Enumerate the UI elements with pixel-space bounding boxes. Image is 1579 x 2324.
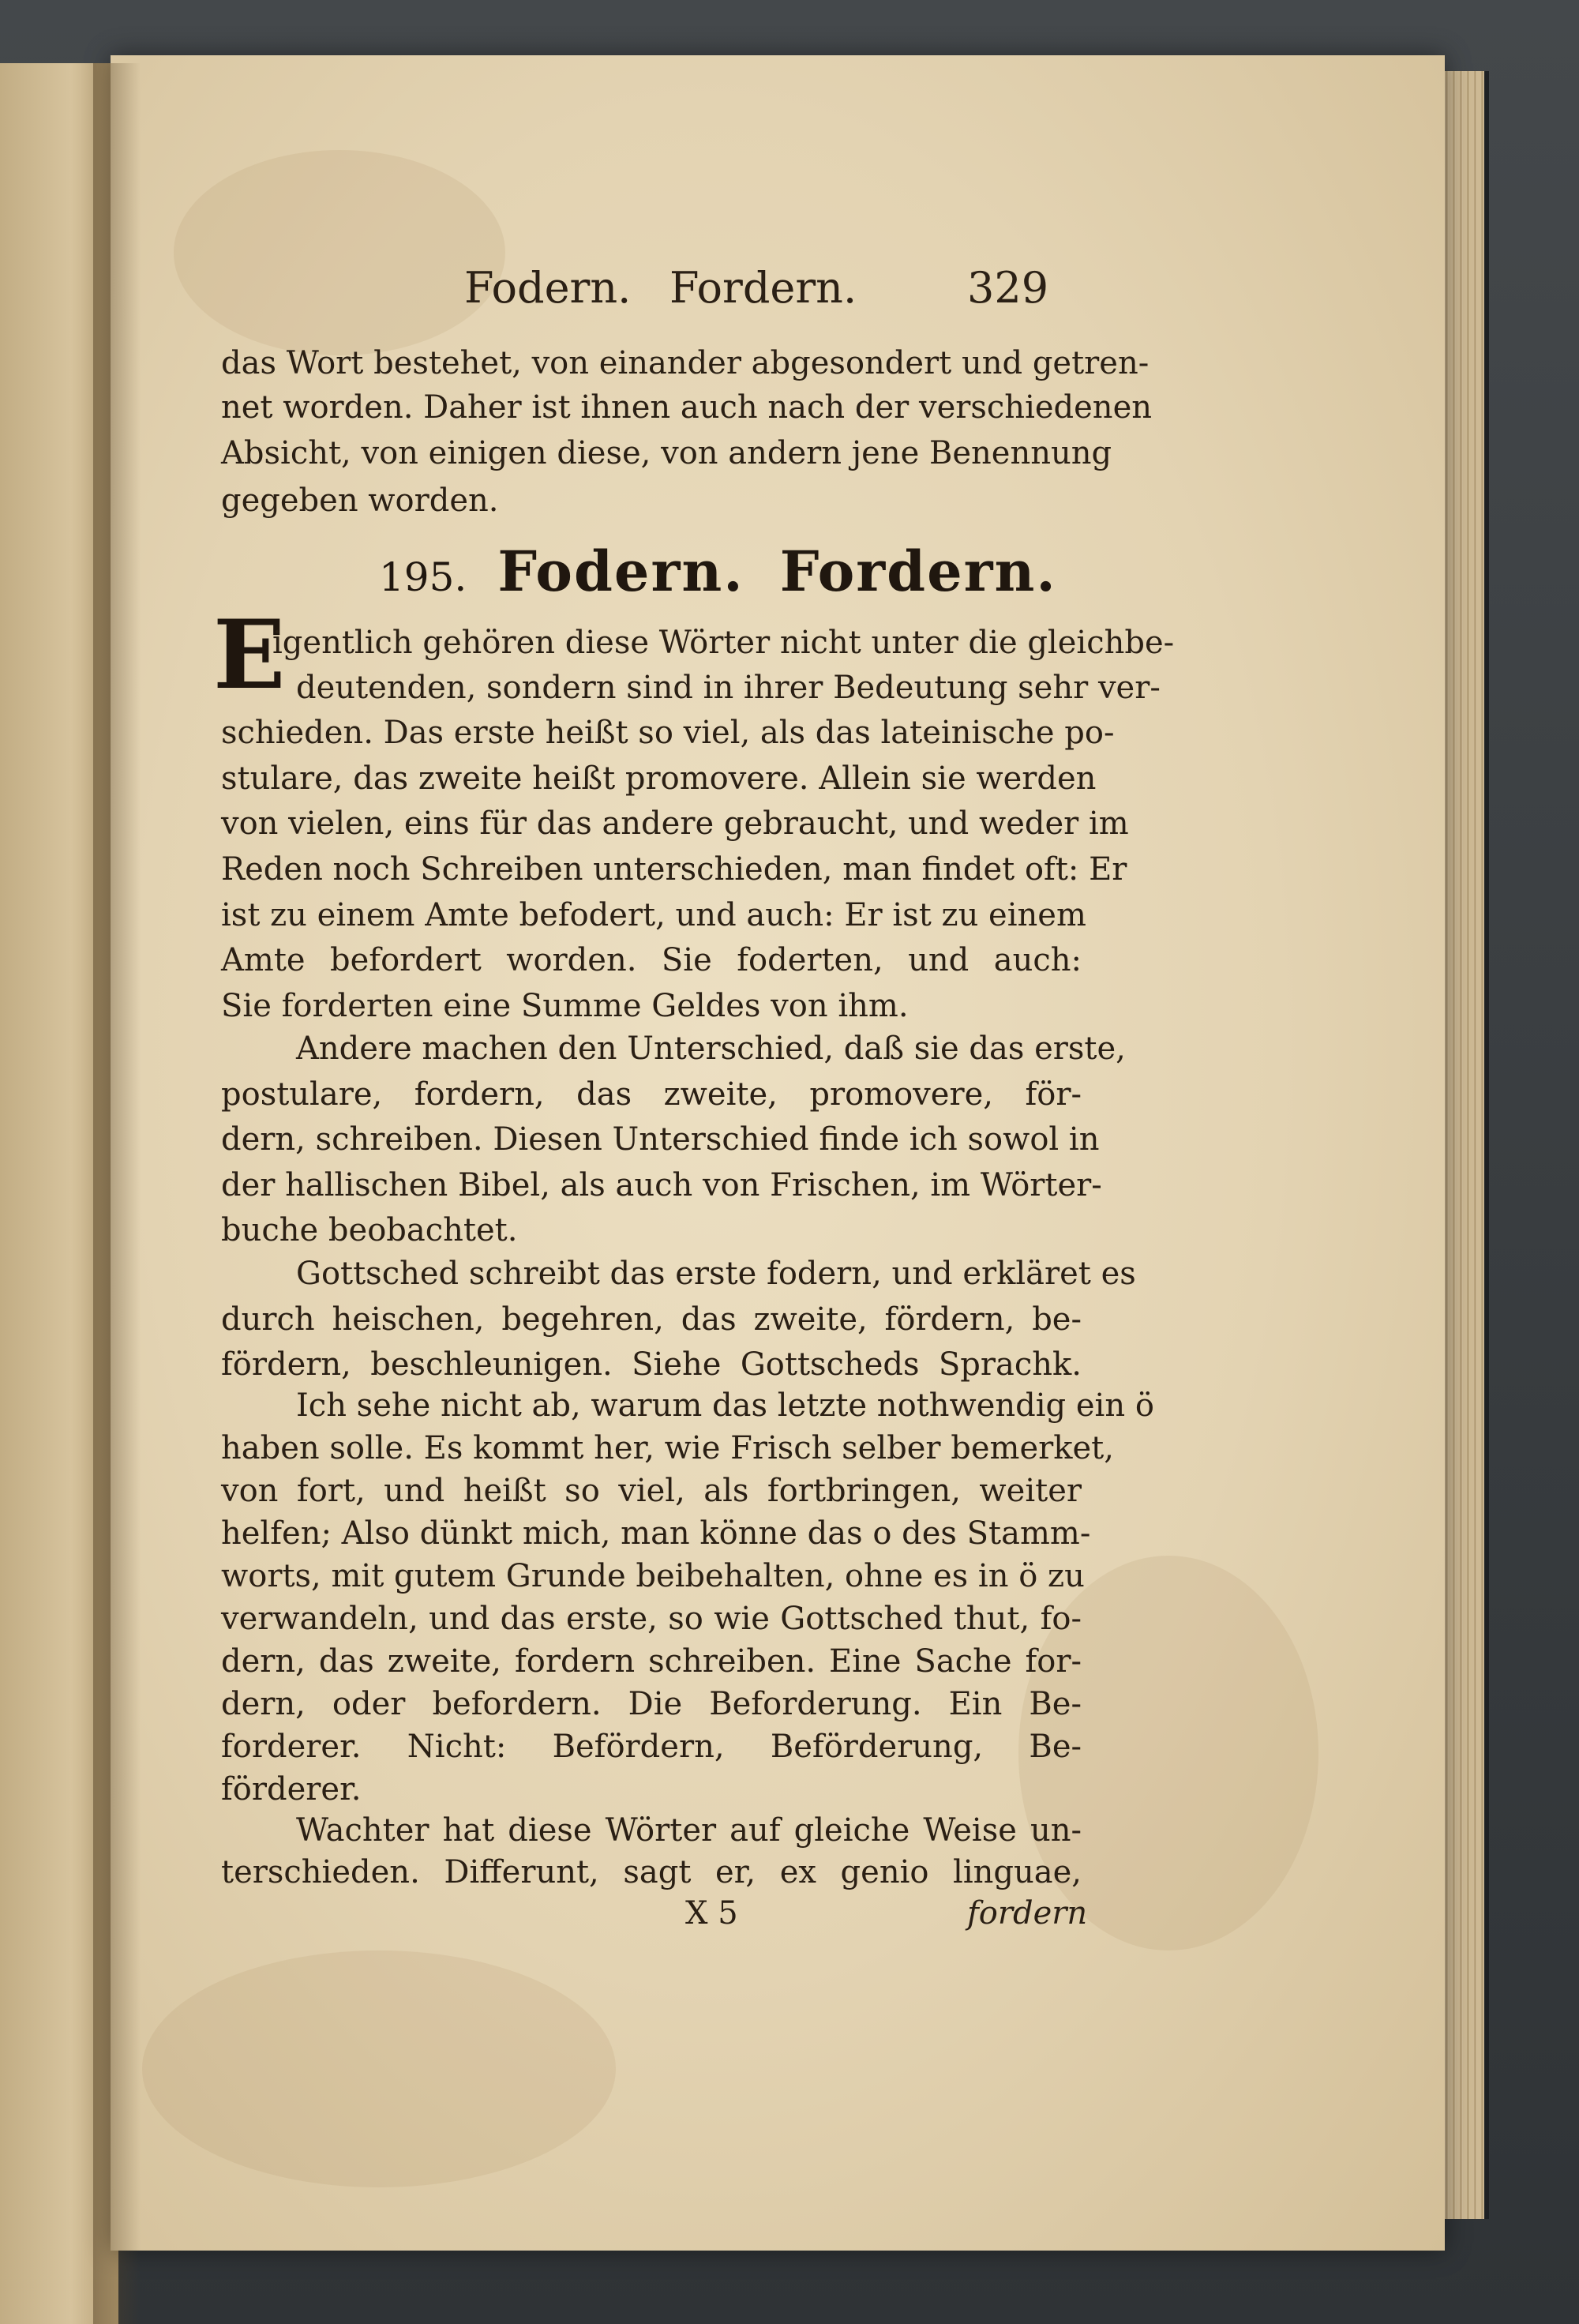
text-line: dern, oder befordern. Die Beforderung. Ein Be- (221, 1686, 1082, 1722)
text-line: das Wort bestehet, von einander abgesondert und getren- (221, 345, 1150, 381)
signature-mark: X 5 (685, 1895, 738, 1932)
text-line: fördern, beschleunigen. Siehe Gottscheds Sprachk. (221, 1346, 1082, 1383)
text-line: Sie forderten eine Summe Geldes von ihm. (221, 988, 909, 1024)
text-line: Reden noch Schreiben unterschieden, man findet oft: Er (221, 851, 1127, 888)
text-line: buche beobachtet. (221, 1212, 518, 1248)
text-line: helfen; Also dünkt mich, man könne das o des Stamm- (221, 1515, 1091, 1552)
text-line: Wachter hat diese Wörter auf gleiche Weise un- (296, 1812, 1082, 1849)
text-line: terschieden. Differunt, sagt er, ex genio linguae, (221, 1854, 1082, 1890)
text-line: von fort, und heißt so viel, als fortbringen, weiter (221, 1473, 1082, 1509)
page-footer (0, 1895, 1579, 1943)
section-title-fordern: Fordern. (779, 539, 1057, 604)
text-line: verwandeln, und das erste, so wie Gottsched thut, fo- (221, 1601, 1082, 1637)
text-line: worts, mit gutem Grunde beibehalten, ohne es in ö zu (221, 1558, 1085, 1594)
text-line: stulare, das zweite heißt promovere. Allein sie werden (221, 760, 1097, 797)
text-line: Gottsched schreibt das erste fodern, und erkläret es (296, 1256, 1136, 1292)
text-line: gegeben worden. (221, 482, 499, 519)
text-line: dern, das zweite, fordern schreiben. Eine Sache for- (221, 1643, 1082, 1680)
text-line: dern, schreiben. Diesen Unterschied finde ich sowol in (221, 1121, 1100, 1158)
text-line: forderer. Nicht: Befördern, Beförderung, Be- (221, 1729, 1082, 1765)
text-line: Amte befordert worden. Sie foderten, und auch: (221, 942, 1082, 978)
text-line: ist zu einem Amte befodert, und auch: Er ist zu einem (221, 897, 1086, 933)
section-title-fodern: Fodern. (497, 539, 744, 604)
text-line: igentlich gehören diese Wörter nicht unter die gleichbe- (272, 625, 1175, 661)
text-line: deutenden, sondern sind in ihrer Bedeutung sehr ver- (296, 670, 1161, 706)
header-left-word: Fodern. (464, 263, 632, 313)
section-number: 195. (379, 554, 467, 600)
text-line: von vielen, eins für das andere gebraucht, und weder im (221, 805, 1129, 842)
text-line: Absicht, von einigen diese, von andern jene Benennung (221, 435, 1112, 471)
text-line: haben solle. Es kommt her, wie Frisch selber bemerket, (221, 1430, 1114, 1466)
text-line: durch heischen, begehren, das zweite, fördern, be- (221, 1301, 1082, 1338)
text-line: net worden. Daher ist ihnen auch nach der verschiedenen (221, 389, 1153, 426)
text-line: förderer. (221, 1771, 362, 1808)
text-line: schieden. Das erste heißt so viel, als das lateinische po- (221, 715, 1115, 751)
header-right-word: Fordern. (669, 263, 857, 313)
text-line: der hallischen Bibel, als auch von Frischen, im Wörter- (221, 1167, 1102, 1203)
text-line: Ich sehe nicht ab, warum das letzte nothwendig ein ö (296, 1387, 1154, 1424)
page-number: 329 (967, 263, 1049, 313)
decorated-initial: E (213, 599, 286, 711)
text-line: postulare, fordern, das zweite, promovere, för- (221, 1076, 1082, 1113)
text-line: Andere machen den Unterschied, daß sie das erste, (296, 1031, 1126, 1067)
catchword: fordern (967, 1895, 1088, 1932)
